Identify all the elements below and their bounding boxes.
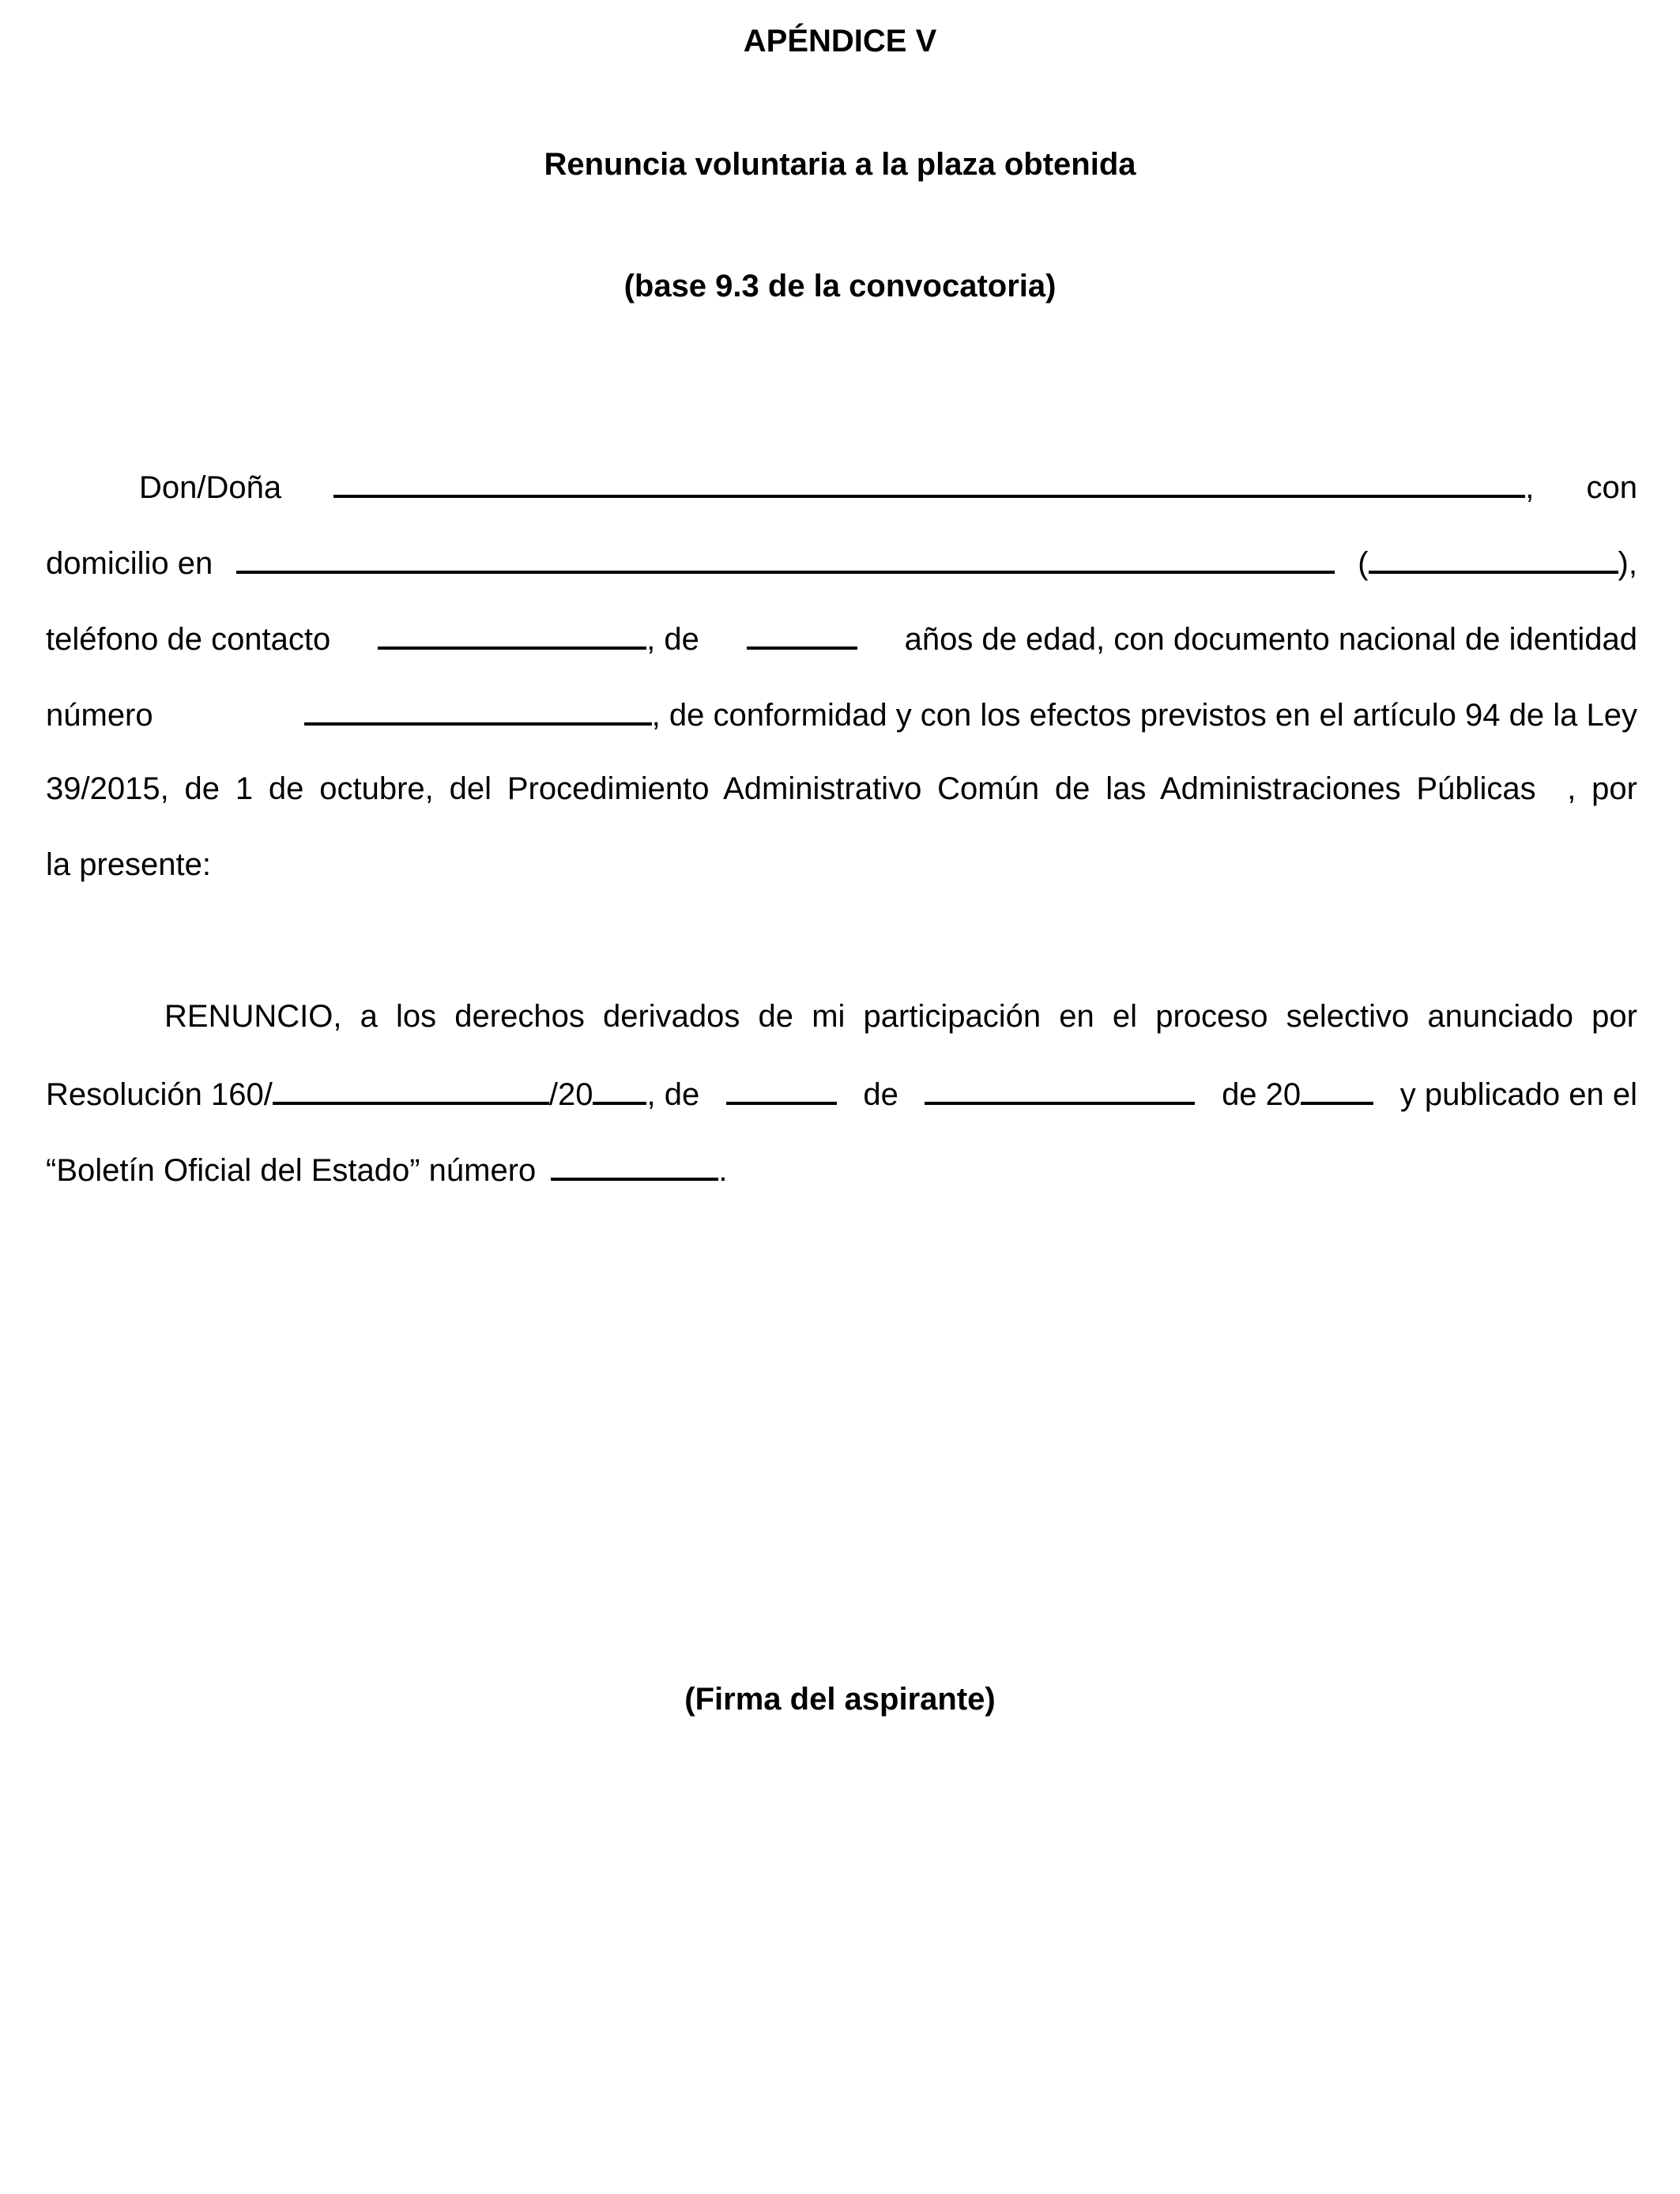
province-field-group — [1358, 542, 1637, 582]
slash-20-text: /20 — [548, 1077, 593, 1112]
dni-field-group — [304, 694, 1637, 734]
period-text: . — [718, 1153, 728, 1188]
don-dona-label: Don/Doña — [139, 470, 282, 505]
close-paren-text: ), — [1618, 546, 1637, 581]
de-text: , de — [646, 622, 699, 657]
resolution-field-group — [46, 1073, 699, 1114]
appendix-title: APÉNDICE V — [743, 24, 937, 58]
resolution-year-blank-field[interactable] — [593, 1073, 646, 1105]
name-blank-field[interactable] — [333, 466, 1525, 498]
publicado-text: y publicado en el — [1399, 1077, 1637, 1112]
renuncio-text: RENUNCIO, a los derechos derivados de mi participación en el proceso selectivo anunciado por — [164, 999, 1637, 1034]
paragraph-line-9 — [46, 1149, 1637, 1189]
month-blank-field[interactable] — [925, 1073, 1195, 1105]
paragraph-line-2 — [46, 542, 1637, 582]
dni-blank-field[interactable] — [304, 694, 652, 726]
age-dni-text: años de edad, con documento nacional de identidad — [904, 622, 1637, 657]
resolution-number-blank-field[interactable] — [273, 1073, 549, 1105]
de-20-text: de 20 — [1222, 1077, 1301, 1112]
paragraph-line-8 — [46, 1073, 1637, 1114]
province-blank-field[interactable] — [1369, 542, 1618, 574]
paragraph-line-1 — [46, 466, 1637, 507]
paragraph-line-4 — [46, 694, 1637, 734]
age-blank-field[interactable] — [747, 618, 857, 650]
boletin-text: “Boletín Oficial del Estado” número — [46, 1153, 537, 1188]
conformidad-text: , de conformidad y con los efectos previstos en el artículo 94 de la Ley — [651, 698, 1637, 733]
document-subtitle: Renuncia voluntaria a la plaza obtenida — [544, 147, 1136, 182]
de-text-2: de — [863, 1077, 898, 1112]
resolucion-label: Resolución 160/ — [46, 1077, 273, 1112]
paragraph-line-6: la presente: — [46, 847, 212, 882]
numero-label: número — [46, 698, 153, 733]
renuncio-line — [46, 997, 1637, 1035]
name-field-group — [333, 466, 1534, 507]
paragraph-line-5: 39/2015, de 1 de octubre, del Procedimiento Administrativo Común de las Administraciones Públicas , por — [46, 771, 1637, 806]
con-text: con — [1586, 470, 1637, 505]
base-reference: (base 9.3 de la convocatoria) — [623, 269, 1057, 303]
domicilio-label: domicilio en — [46, 546, 213, 581]
renuncio-text-wrapper — [46, 997, 1637, 1035]
signature-label: (Firma del aspirante) — [684, 1682, 996, 1717]
address-blank-field[interactable] — [236, 542, 1335, 574]
day-blank-field[interactable] — [726, 1073, 837, 1105]
year-field-group — [1222, 1073, 1373, 1114]
boe-number-blank-field[interactable] — [551, 1149, 718, 1181]
phone-field-group — [378, 618, 699, 658]
year-blank-field[interactable] — [1301, 1073, 1373, 1105]
paragraph-line-3 — [46, 618, 1637, 658]
comma-de-text: , de — [646, 1077, 700, 1112]
comma-text: , — [1525, 470, 1535, 505]
telefono-label: teléfono de contacto — [46, 622, 331, 657]
open-paren-text: ( — [1358, 546, 1369, 581]
phone-blank-field[interactable] — [378, 618, 646, 650]
